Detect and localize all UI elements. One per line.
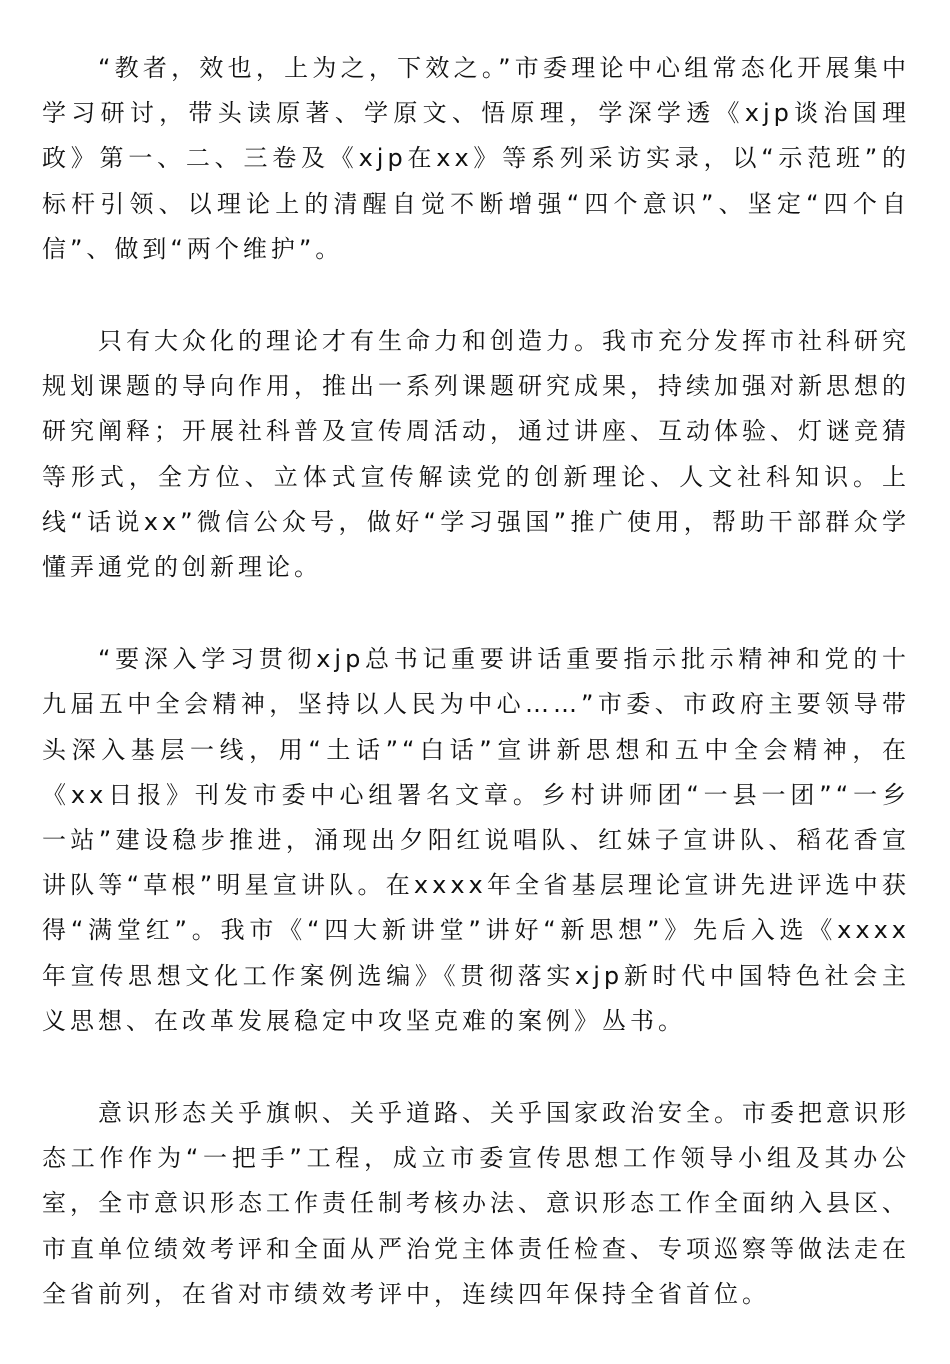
paragraph-3: “要深入学习贯彻xjp总书记重要讲话重要指示批示精神和党的十九届五中全会精神，坚持以人民为中心……”市委、市政府主要领导带头深入基层一线，用“土话”“白话”宣讲新思想和五中全会精神，在《xx日报》刊发市委中心组署名文章。乡村讲师团“一县一团”“一乡一站”建设稳步推进，涌现出夕阳红说唱队、红妹子宣讲队、稻花香宣讲队等“草根”明星宣讲队。在xxxx年全省基层理论宣讲先进评选中获得“满堂红”。我市《“四大新讲堂”讲好“新思想”》先后入选《xxxx年宣传思想文化工作案例选编》《贯彻落实xjp新时代中国特色社会主义思想、在改革发展稳定中攻坚克难的案例》丛书。	[42, 645, 910, 1035]
paragraph-1: “教者，效也，上为之，下效之。”市委理论中心组常态化开展集中学习研讨，带头读原著、学原文、悟原理，学深学透《xjp谈治国理政》第一、二、三卷及《xjp在xx》等系列采访实录，以“示范班”的标杆引领、以理论上的清醒自觉不断增强“四个意识”、坚定“四个自信”、做到“两个维护”。	[42, 54, 910, 263]
paragraph-4: 意识形态关乎旗帜、关乎道路、关乎国家政治安全。市委把意识形态工作作为“一把手”工程，成立市委宣传思想工作领导小组及其办公室，全市意识形态工作责任制考核办法、意识形态工作全面纳入县区、市直单位绩效考评和全面从严治党主体责任检查、专项巡察等做法走在全省前列，在省对市绩效考评中，连续四年保持全省首位。	[42, 1099, 910, 1308]
document-page	[42, 46, 910, 1364]
paragraph-2: 只有大众化的理论才有生命力和创造力。我市充分发挥市社科研究规划课题的导向作用，推出一系列课题研究成果，持续加强对新思想的研究阐释；开展社科普及宣传周活动，通过讲座、互动体验、灯谜竞猜等形式，全方位、立体式宣传解读党的创新理论、人文社科知识。上线“话说xx”微信公众号，做好“学习强国”推广使用，帮助干部群众学懂弄通党的创新理论。	[42, 327, 910, 582]
